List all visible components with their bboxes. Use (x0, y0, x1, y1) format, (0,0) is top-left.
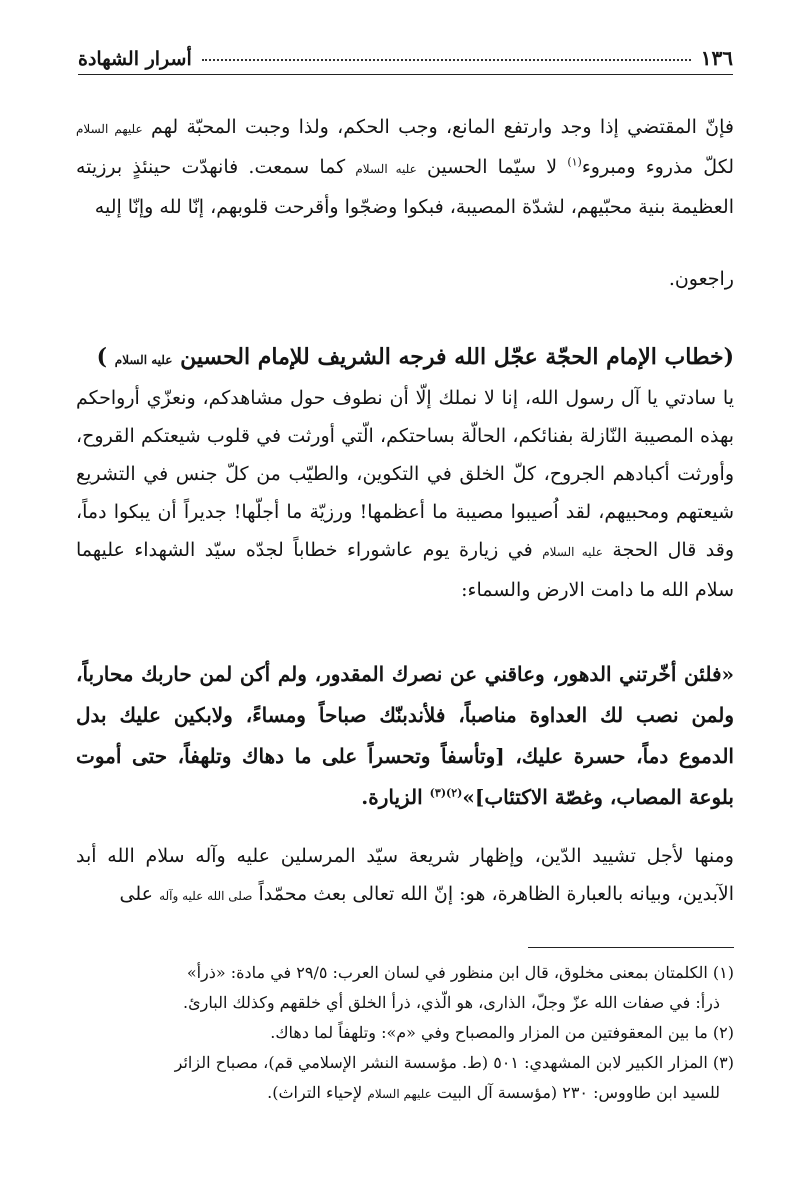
salutation-glyph: صلى الله عليه وآله (159, 889, 253, 903)
intro-paragraph (76, 108, 734, 226)
footnote-3-text-b: لإحياء التراث). (267, 1083, 363, 1102)
salutation-glyph: عليهم السلام (76, 122, 143, 136)
footnote-1: (١) الكلمتان بمعنى مخلوق، قال ابن منظور في لسان العرب: ٢٩/٥ في مادة: «ذرأ» (186, 963, 734, 982)
section-heading-text: (خطاب الإمام الحجّة عجّل الله فرجه الشريف للإمام الحسين (180, 344, 734, 370)
running-header (78, 34, 733, 70)
section-heading-close: ) (96, 344, 108, 370)
footnote-3-text-a: للسيد ابن طاووس: ٢٣٠ (مؤسسة آل البيت (436, 1083, 720, 1102)
intro-tail: راجعون. (668, 268, 734, 290)
footnote-3: (٣) المزار الكبير لابن المشهدي: ٥٠١ (ط. مؤسسة النشر الإسلامي قم)، مصباح الزائر (174, 1053, 734, 1072)
footnote-3-continued (76, 1078, 734, 1109)
address-paragraph (76, 379, 734, 609)
ziyarat-quote (76, 654, 734, 818)
salutation-glyph: عليه السلام (542, 545, 603, 559)
address-text-a: يا سادتي يا آل رسول الله، إنا لا نملك إلّا أن نطوف حول مشاهدكم، ونعزّي أرواحكم بهذه المصيبة النّازلة بفنائكم، الحالّة بساحتكم، الّتي أورثت في قلوب شيعتكم القروح، وأورثت أكبادهم الجروح، كلّ الخلق في التكوين، والطيّب من كلّ جنس في التشريع شيعتهم ومحبيهم، لقد اُصيبوا مصيبة ما أعظمها! ورزيّة ما أجلّها! جديراً أن يبكوا دماً، وقد قال الحجة (76, 387, 734, 561)
header-dot-leader (202, 58, 691, 61)
header-rule (78, 74, 733, 75)
address-text-b: في زيارة يوم عاشوراء خطاباً لجدّه سيّد الشهداء عليهما سلام الله ما دامت الارض والسماء: (76, 539, 734, 601)
intro-text-a: فإنّ المقتضي إذا وجد وارتفع المانع، وجب الحكم، ولذا وجبت المحبّة لهم (150, 116, 734, 138)
page-number: ١٣٦ (700, 46, 733, 70)
salutation-glyph: عليه السلام (355, 162, 417, 176)
footnote-refs-2-3: (٢)(٣) (429, 786, 463, 800)
footnote-2: (٢) ما بين المعقوفتين من المزار والمصباح وفي «م»: وتلهفاً لما دهاك. (270, 1023, 734, 1042)
closing-text-b: على (119, 883, 154, 905)
footnotes (76, 958, 734, 1109)
intro-text-b: لكلّ مذروء ومبروء (581, 156, 734, 178)
salutation-glyph: عليه السلام (114, 353, 173, 367)
intro-text-c: لا سيّما الحسين (427, 156, 558, 178)
footnote-1-continued: ذرأ: في صفات الله عزّ وجلّ، الذارى، هو الّذي، ذرأ الخلق أي خلقهم وكذلك البارئ. (183, 993, 720, 1012)
running-title: أسرار الشهادة (78, 48, 192, 70)
footnote-ref-1: (١) (567, 155, 582, 169)
closing-paragraph (76, 837, 734, 915)
quote-text: «فلئن أخّرتني الدهور، وعاقني عن نصرك المقدور، ولم أكن لمن حاربك محارباً، ولمن نصب لك العداوة مناصباً، فلأندبنّك صباحاً ومساءً، ولابكين عليك بدل الدموع دماً، حسرة عليك، [وتأسفاً وتحسراً على ما دهاك وتلهفاً، حتى أموت بلوعة المصاب، وغصّة الاكتئاب]» (76, 662, 734, 809)
section-heading (76, 337, 734, 380)
salutation-glyph: عليهم السلام (367, 1087, 432, 1101)
quote-tail: الزيارة. (361, 785, 423, 809)
footnote-separator (528, 947, 734, 948)
intro-text-d: كما سمعت. فانهدّت حينئذٍ برزيته العظيمة بنية محبّيهم، لشدّة المصيبة، فبكوا وضجّوا وأقرحت قلوبهم، إنّا لله وإنّا إليه (76, 156, 734, 218)
closing-text-a: ومنها لأجل تشييد الدّين، وإظهار شريعة سيّد المرسلين عليه وآله سلام الله أبد الآبدين، وبيانه بالعبارة الظاهرة، هو: إنّ الله تعالى بعث محمّداً (76, 845, 734, 905)
